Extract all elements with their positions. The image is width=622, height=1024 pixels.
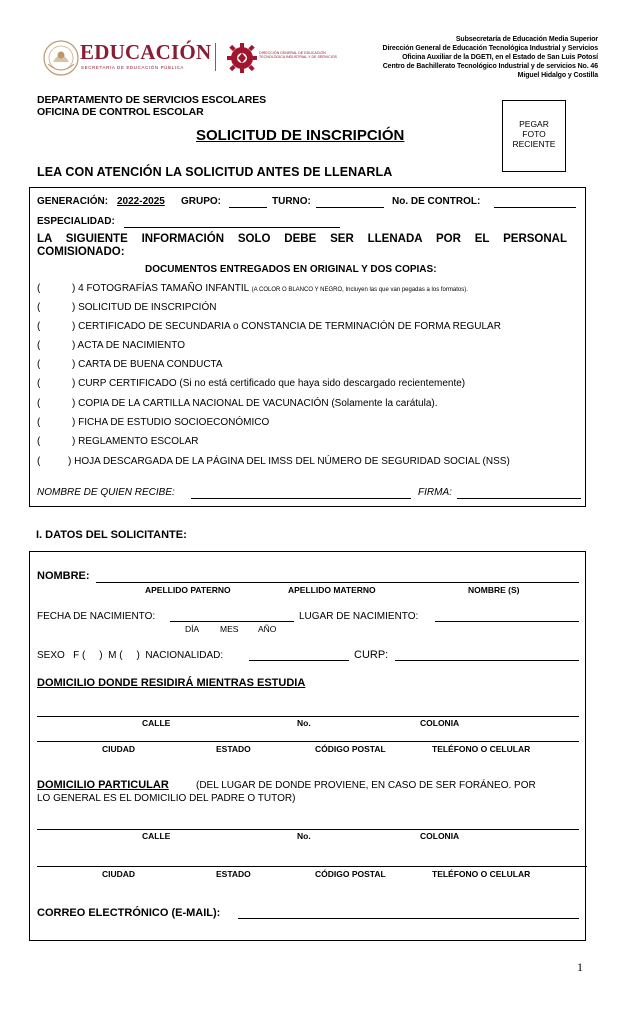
ciudad-caption: CIUDAD xyxy=(102,869,136,879)
doc-item-curp: ) CURP CERTIFICADO (Si no está certificado que haya sido descargado recientemente) xyxy=(72,378,466,389)
estado-caption: ESTADO xyxy=(216,869,251,879)
control-label: No. DE CONTROL: xyxy=(392,196,481,207)
page-title: SOLICITUD DE INSCRIPCIÓN xyxy=(196,127,405,144)
logo-sep-subtitle: SECRETARÍA DE EDUCACIÓN PÚBLICA xyxy=(81,65,185,70)
doc-item-certificado: ) CERTIFICADO DE SECUNDARIA o CONSTANCIA DE TERMINACIÓN DE FORMA REGULAR xyxy=(72,321,501,332)
telefono-caption: TELÉFONO O CELULAR xyxy=(432,869,531,879)
estado-caption: ESTADO xyxy=(216,744,251,754)
control-field[interactable] xyxy=(494,207,576,208)
calle-caption: CALLE xyxy=(142,718,171,728)
turno-field[interactable] xyxy=(316,207,384,208)
sep-seal-icon xyxy=(38,38,84,78)
domicilio-particular-line-2[interactable] xyxy=(37,866,587,867)
doc-item-conducta: ) CARTA DE BUENA CONDUCTA xyxy=(72,359,223,370)
grupo-field[interactable] xyxy=(229,207,267,208)
doc-check-paren[interactable]: ( xyxy=(37,456,41,467)
cp-caption: CÓDIGO POSTAL xyxy=(315,869,386,879)
domicilio-estudia-line-2[interactable] xyxy=(37,741,579,742)
doc-item-acta: ) ACTA DE NACIMIENTO xyxy=(72,340,185,351)
doc-check-paren[interactable]: ( xyxy=(37,321,41,332)
domicilio-estudia-heading: DOMICILIO DONDE RESIDIRÁ MIENTRAS ESTUDIA xyxy=(37,677,306,689)
photo-label-line: PEGAR xyxy=(519,119,549,129)
institution-line: Subsecretaría de Educación Media Superior xyxy=(455,36,598,43)
curp-field[interactable] xyxy=(395,660,579,661)
doc-item-solicitud: ) SOLICITUD DE INSCRIPCIÓN xyxy=(72,302,217,313)
doc-check-paren[interactable]: ( xyxy=(37,436,41,447)
domicilio-particular-note: LO GENERAL ES EL DOMICILIO DEL PADRE O TUTOR) xyxy=(37,793,296,804)
colonia-caption: COLONIA xyxy=(420,831,460,841)
sexo-nacionalidad-label: SEXO F ( ) M ( ) NACIONALIDAD: xyxy=(37,650,224,661)
domicilio-particular-heading: DOMICILIO PARTICULAR xyxy=(37,779,169,791)
signature-field[interactable] xyxy=(457,498,581,499)
staff-notice: LA SIGUIENTE INFORMACIÓN SOLO DEBE SER LLENADA POR EL PERSONAL COMISIONADO: xyxy=(37,233,567,258)
anio-caption: AÑO xyxy=(258,624,277,634)
receiver-field[interactable] xyxy=(191,498,411,499)
numero-caption: No. xyxy=(297,831,311,841)
doc-check-paren[interactable]: ( xyxy=(37,283,41,294)
doc-item-ficha: ) FICHA DE ESTUDIO SOCIOECONÓMICO xyxy=(72,417,270,428)
dia-caption: DÍA xyxy=(185,624,200,634)
turno-label: TURNO: xyxy=(272,196,311,207)
doc-check-paren[interactable]: ( xyxy=(37,378,41,389)
logo-dgeti-text: DIRECCIÓN GENERAL DE EDUCACIÓN TECNOLÓGICA INDUSTRIAL Y DE SERVICIOS xyxy=(259,51,337,60)
doc-check-paren[interactable]: ( xyxy=(37,302,41,313)
signature-label: FIRMA: xyxy=(418,487,452,498)
domicilio-estudia-line-1[interactable] xyxy=(37,716,579,717)
office-name: OFICINA DE CONTROL ESCOLAR xyxy=(37,106,204,118)
department-name: DEPARTAMENTO DE SERVICIOS ESCOLARES xyxy=(37,94,267,106)
grupo-label: GRUPO: xyxy=(181,196,221,207)
doc-item-reglamento: ) REGLAMENTO ESCOLAR xyxy=(72,436,199,447)
logo-divider xyxy=(215,43,216,71)
cp-caption: CÓDIGO POSTAL xyxy=(315,744,386,754)
ciudad-caption: CIUDAD xyxy=(102,744,136,754)
warning-heading: LEA CON ATENCIÓN LA SOLICITUD ANTES DE LLENARLA xyxy=(37,165,393,179)
page-number: 1 xyxy=(577,960,583,974)
domicilio-particular-line-1[interactable] xyxy=(37,829,579,830)
nombre-field[interactable] xyxy=(96,582,579,583)
colonia-caption: COLONIA xyxy=(420,718,460,728)
correo-label: CORREO ELECTRÓNICO (E-MAIL): xyxy=(37,907,221,919)
documents-heading: DOCUMENTOS ENTREGADOS EN ORIGINAL Y DOS COPIAS: xyxy=(145,264,437,275)
photo-label-line: FOTO xyxy=(522,129,546,139)
fecha-nacimiento-field[interactable] xyxy=(170,621,294,622)
nombre-label: NOMBRE: xyxy=(37,570,90,582)
section-title: I. DATOS DEL SOLICITANTE: xyxy=(36,529,187,541)
fecha-nacimiento-label: FECHA DE NACIMIENTO: xyxy=(37,611,156,622)
nombres-caption: NOMBRE (S) xyxy=(468,585,520,595)
doc-item-photos: ) 4 FOTOGRAFÍAS TAMAÑO INFANTIL (A COLOR O BLANCO Y NEGRO, Incluyen las que van pegadas a los formatos). xyxy=(72,283,468,294)
calle-caption: CALLE xyxy=(142,831,171,841)
institution-line: Miguel Hidalgo y Costilla xyxy=(517,72,598,79)
receiver-label: NOMBRE DE QUIEN RECIBE: xyxy=(37,487,175,498)
doc-check-paren[interactable]: ( xyxy=(37,340,41,351)
dgeti-gear-icon xyxy=(226,42,258,74)
numero-caption: No. xyxy=(297,718,311,728)
apellido-paterno-caption: APELLIDO PATERNO xyxy=(145,585,231,595)
lugar-nacimiento-label: LUGAR DE NACIMIENTO: xyxy=(299,611,419,622)
institution-line: Dirección General de Educación Tecnológica Industrial y Servicios xyxy=(382,45,598,52)
domicilio-particular-note: (DEL LUGAR DE DONDE PROVIENE, EN CASO DE SER FORÁNEO. POR xyxy=(196,780,536,791)
curp-label: CURP: xyxy=(354,649,389,661)
lugar-nacimiento-field[interactable] xyxy=(435,621,579,622)
correo-field[interactable] xyxy=(238,918,579,919)
doc-check-paren[interactable]: ( xyxy=(37,359,41,370)
apellido-materno-caption: APELLIDO MATERNO xyxy=(288,585,376,595)
mes-caption: MES xyxy=(220,624,239,634)
generacion-label: GENERACIÓN: xyxy=(37,196,109,207)
doc-item-cartilla: ) COPIA DE LA CARTILLA NACIONAL DE VACUNACIÓN (Solamente la carátula). xyxy=(72,398,438,409)
doc-item-imss: ) HOJA DESCARGADA DE LA PÁGINA DEL IMSS DEL NÚMERO DE SEGURIDAD SOCIAL (NSS) xyxy=(68,456,510,467)
photo-label-line: RECIENTE xyxy=(512,139,556,149)
generacion-value: 2022-2025 xyxy=(117,196,165,207)
telefono-caption: TELÉFONO O CELULAR xyxy=(432,744,531,754)
nacionalidad-field[interactable] xyxy=(249,660,349,661)
photo-placeholder xyxy=(502,100,566,172)
institution-line: Centro de Bachillerato Tecnológico Industrial y de servicios No. 46 xyxy=(382,63,598,70)
doc-check-paren[interactable]: ( xyxy=(37,417,41,428)
institution-line: Oficina Auxiliar de la DGETI, en el Estado de San Luis Potosí xyxy=(402,54,598,61)
especialidad-field[interactable] xyxy=(124,227,340,228)
logo-sep-title: EDUCACIÓN xyxy=(80,40,212,64)
doc-check-paren[interactable]: ( xyxy=(37,398,41,409)
especialidad-label: ESPECIALIDAD: xyxy=(37,216,115,227)
